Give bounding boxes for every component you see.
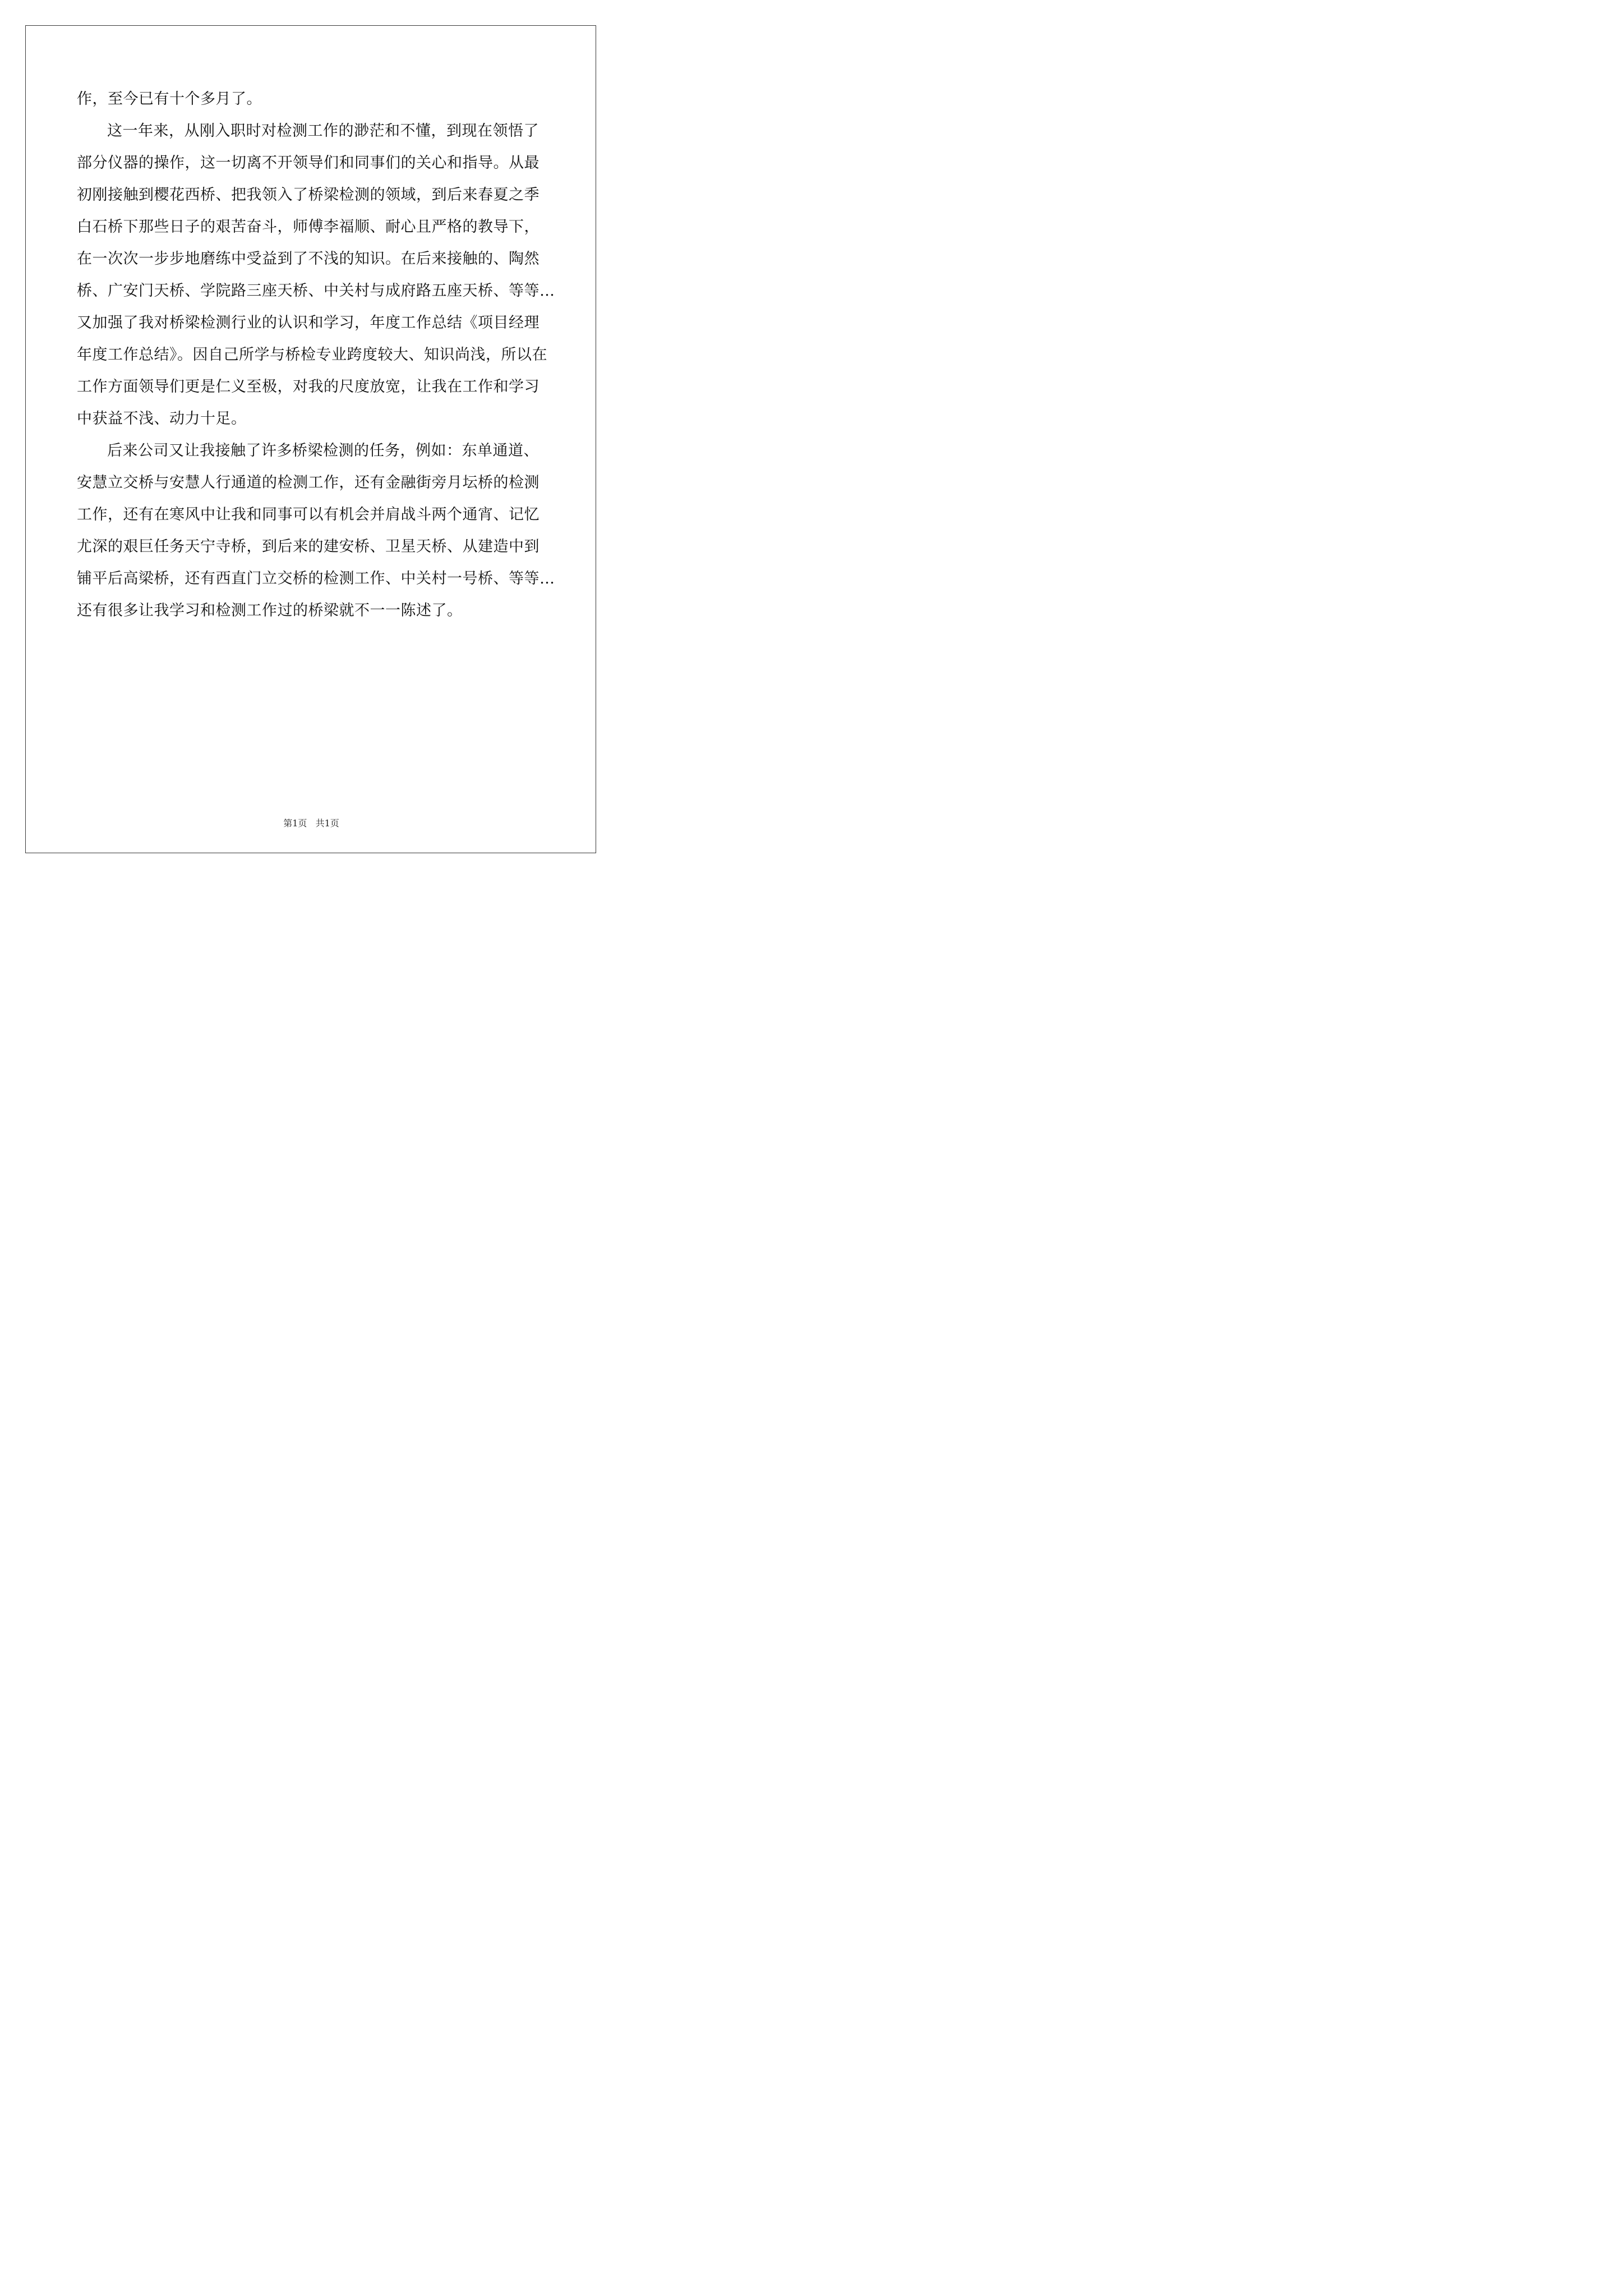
text-line: 初刚接触到樱花西桥、把我领入了桥梁检测的领域，到后来春夏之季	[77, 186, 540, 204]
text-line: 铺平后高梁桥，还有西直门立交桥的检测工作、中关村一号桥、等等…	[77, 570, 555, 587]
text-line: 工作，还有在寒风中让我和同事可以有机会并肩战斗两个通宵、记忆	[77, 506, 540, 523]
text-line: 在一次次一步步地磨练中受益到了不浅的知识。在后来接触的、陶然	[77, 250, 540, 268]
paragraph-first-line: 后来公司又让我接触了许多桥梁检测的任务，例如：东单通道、	[107, 442, 539, 459]
text-line: 尤深的艰巨任务天宁寺桥，到后来的建安桥、卫星天桥、从建造中到	[77, 538, 540, 555]
text-line: 部分仪器的操作，这一切离不开领导们和同事们的关心和指导。从最	[77, 154, 540, 172]
text-line: 工作方面领导们更是仁义至极，对我的尺度放宽，让我在工作和学习	[77, 378, 540, 395]
text-line: 作，至今已有十个多月了。	[77, 90, 262, 108]
text-line: 年度工作总结》。因自己所学与桥检专业跨度较大、知识尚浅，所以在	[77, 346, 547, 364]
document-body	[77, 83, 555, 627]
page-number-footer: 第1页 共1页	[283, 818, 339, 829]
text-line: 中获益不浅、动力十足。	[77, 410, 247, 427]
paragraph-first-line: 这一年来，从刚入职时对检测工作的渺茫和不懂，到现在领悟了	[107, 122, 539, 140]
text-line: 桥、广安门天桥、学院路三座天桥、中关村与成府路五座天桥、等等…	[77, 282, 555, 300]
text-line: 又加强了我对桥梁检测行业的认识和学习，年度工作总结《项目经理	[77, 314, 540, 332]
text-line: 安慧立交桥与安慧人行通道的检测工作，还有金融街旁月坛桥的检测	[77, 474, 540, 491]
text-line: 还有很多让我学习和检测工作过的桥梁就不一一陈述了。	[77, 602, 463, 619]
text-line: 白石桥下那些日子的艰苦奋斗，师傅李福顺、耐心且严格的教导下，	[77, 218, 540, 236]
